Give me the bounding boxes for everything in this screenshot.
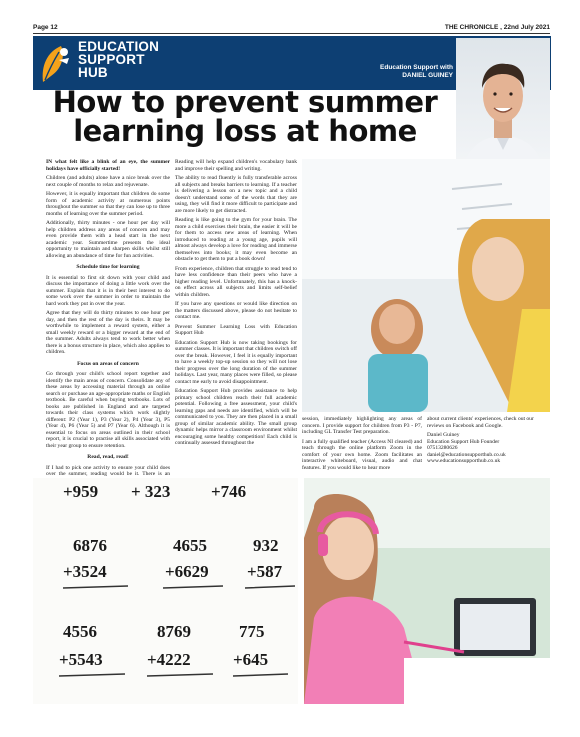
contact-name: Daniel Guiney [427, 432, 460, 438]
board-number: 4655 [173, 536, 207, 555]
contact-phone: 07513280626 [427, 445, 458, 451]
contact-role: Education Support Hub Founder [427, 438, 500, 445]
headline-line-1: How to prevent summer [52, 85, 438, 119]
byline-author: DANIEL GUINEY [402, 72, 453, 79]
article-paragraph: Go through your child's school report together and identify the main areas of concern. Consolidate any of these areas by accessing material through an online search or purchase an age-appropriate maths or English textbook. Be careful when buying textbooks. Lots of books are published in England and are targeted towards their class systems which work slightly different: P2 (Year 1), P3 (Year 2), P4 (Year 3), P5 (Year 4), P6 (Year 5) and P7 (Year 6). Although it is essential to focus on areas outlined in their school report, it is crucial to practise all skills associated with their year group to ensure retention. [46, 371, 170, 449]
article-column-3 [302, 416, 422, 476]
article-paragraph: Additionally, thirty minutes - one hour per day will help children address any areas of concern and may even provide them with a head start in the next academic year. Summertime presents the ideal opportunity to maintain and sharpen skills whilst still allowing an abundance of time for fun activities. [46, 220, 170, 259]
contact-email: daniel@educationsupporthub.co.uk [427, 451, 506, 458]
board-number: 4556 [63, 622, 97, 641]
board-number: 8769 [157, 622, 191, 641]
board-number: +4222 [147, 650, 191, 669]
girl-laptop-photo [304, 478, 550, 704]
contact-website: www.educationsupporthub.co.uk [427, 458, 501, 464]
board-number: +3524 [63, 562, 107, 581]
logo-wordmark [78, 40, 159, 79]
subheading-schedule: Schedule time for learning [76, 264, 140, 270]
byline-line-1: Education Support with [380, 64, 453, 71]
article-paragraph: I am a fully qualified teacher (Access NI cleared) and teach through the online platform Zoom in the comfort of your own home. Zoom facilitates an interactive whiteboard, visual, audio and chat features. If you would like to hear more [302, 438, 422, 471]
article-paragraph: Education Support Hub provides assistance to help primary school children reach their full academic potential. Following a free assessment, your child's learning gaps and needs are identified, which will be communicated to you. They are then placed in a small group of similar academic ability. The small group dynamic helps mirror a classroom environment whilst encouraging some healthy competition! Each child is continually assessed throughout the [175, 388, 297, 446]
board-number: 6876 [73, 536, 107, 555]
article-column-2 [175, 159, 297, 481]
board-number: + 323 [131, 482, 171, 501]
article-paragraph: session, immediately highlighting any areas of concern. I provide support for children from P3 - P7, including GL Transfer Test preparation. [302, 416, 422, 435]
logo-line-2: SUPPORT [78, 52, 145, 67]
board-underlines [33, 478, 298, 704]
article-paragraph: Children (and adults) alone have a nice break over the next couple of months to relax and rejuvenate. [46, 175, 170, 188]
children-at-board-illustration [302, 159, 550, 412]
board-number: +587 [247, 562, 283, 581]
article-paragraph: Education Support Hub is now taking bookings for summer classes. It is important that children switch off over the break. However, I feel it is equally important to have a weekly top-up session so they will not lose their progress over the long duration of the summer holidays. Last year, many places were filled, so please contact me early to avoid disappointment. [175, 339, 297, 385]
logo-line-3: HUB [78, 65, 108, 80]
article-paragraph: The ability to read fluently is fully transferable across all subjects and breaks barriers to learning. If a teacher is delivering a lesson on a new topic and a child doesn't understand some of the words that they are using, they will find it more difficult to participate and are more likely to get distracted. [175, 175, 297, 214]
headline [40, 85, 450, 148]
logo-line-1: EDUCATION [78, 39, 160, 54]
article-paragraph: If you have any questions or would like direction on the matters discussed above, please do not hesitate to contact me. [175, 301, 297, 320]
author-headshot [456, 38, 550, 174]
article-paragraph: If I had to pick one activity to ensure your child does over the summer, reading would be it. There is an [46, 464, 170, 477]
board-number: +5543 [59, 650, 103, 669]
page-number: Page 12 [33, 24, 58, 31]
subheading-focus: Focus on areas of concern [77, 360, 139, 367]
article-paragraph: about current clients' experiences, check out our reviews on Facebook and Google. [427, 416, 534, 429]
article-column-1 [46, 159, 170, 481]
board-number: +6629 [165, 562, 209, 581]
man-portrait-icon [456, 38, 550, 174]
article-paragraph: Reading will help expand children's vocabulary bank and improve their spelling and writing. [175, 159, 297, 172]
girl-with-headphones-illustration [304, 478, 550, 704]
article-paragraph: Agree that they will do thirty minutes to one hour per day, and then the rest of the day is theirs. It may be worthwhile to implement a reward system, either a small weekly reward or a bigger reward at the end of the summer. Adults always tend to work better when there is a bonus structure in place, which also applies to children. [46, 310, 170, 355]
leaf-logo-icon [39, 42, 73, 84]
article-lead: IN what felt like a blink of an eye, the summer holidays have officially started! [46, 159, 170, 172]
page-header [33, 24, 550, 36]
board-number: +746 [211, 482, 247, 501]
board-number: +645 [233, 650, 269, 669]
headline-line-2: learning loss at home [73, 114, 417, 148]
article-paragraph: It is essential to first sit down with your child and discuss the importance of doing a little work over the summer. Explain that it is in their best interest to do some work over the summer in order to maintain the hard work they put in over the year. [46, 274, 170, 307]
article-column-4 [427, 416, 549, 476]
article-paragraph: From experience, children that struggle to read tend to have less confidence than their peers who have a higher reading level. Unfortunately, this has a knock-on effect across all subjects and limits self-belief within children. [175, 265, 297, 298]
byline [380, 64, 453, 80]
board-number: +959 [63, 482, 99, 501]
paper-dateline: THE CHRONICLE , 22nd July 2021 [444, 24, 550, 31]
math-board-photo [33, 478, 298, 704]
article-paragraph: However, it is equally important that children do some form of academic activity at numerous points throughout the summer so that they can lose up to three months of learning over the summer period. [46, 191, 170, 217]
article-paragraph: Prevent Summer Learning Loss with Education Support Hub [175, 323, 297, 336]
article-paragraph: Reading is like going to the gym for your brain. The more a child exercises their brain, the easier it will be for them to access new areas of learning. When introduced to reading at a young age, pupils will almost always develop a love for reading and immerse themselves into books; it may even become an obstacle to get them to put a book down! [175, 217, 297, 262]
header-rule [33, 33, 550, 34]
board-number: 775 [239, 622, 265, 641]
children-whiteboard-photo [302, 159, 550, 412]
subheading-read: Read, read, read! [87, 454, 129, 460]
board-number: 932 [253, 536, 279, 555]
